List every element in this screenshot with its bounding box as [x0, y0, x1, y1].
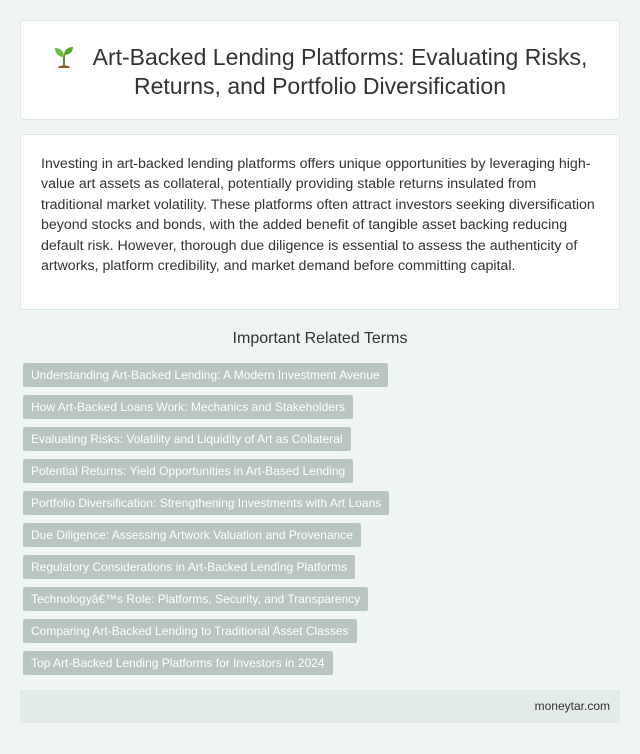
related-terms-heading: Important Related Terms [232, 330, 408, 347]
related-term-link[interactable]: Portfolio Diversification: Strengthening Investments with Art Loans [23, 491, 389, 515]
footer-site-link[interactable]: moneytar.com [534, 699, 610, 713]
sprout-icon [53, 44, 75, 68]
footer [20, 690, 620, 723]
intro-paragraph: Investing in art-backed lending platforms offers unique opportunities by leveraging high-value art assets as collateral, potentially providing stable returns insulated from traditional market volatility. These platforms often attract investors seeking diversification beyond stocks and bonds, with the added benefit of tangible asset backing reducing default risk. However, thorough due diligence is essential to assess the authenticity of artworks, platform credibility, and market demand before committing capital. [41, 156, 595, 275]
related-terms-list [23, 363, 623, 683]
related-term-link[interactable]: Top Art-Backed Lending Platforms for Investors in 2024 [23, 651, 333, 675]
related-term-link[interactable]: Potential Returns: Yield Opportunities in Art-Based Lending [23, 459, 353, 483]
title-card [20, 20, 620, 120]
related-term-link[interactable]: Understanding Art-Backed Lending: A Modern Investment Avenue [23, 363, 388, 387]
related-term-link[interactable]: Comparing Art-Backed Lending to Traditional Asset Classes [23, 619, 357, 643]
related-term-link[interactable]: Technologyâ€™s Role: Platforms, Security, and Transparency [23, 587, 368, 611]
related-term-link[interactable]: Evaluating Risks: Volatility and Liquidity of Art as Collateral [23, 427, 351, 451]
page-title-text: Art-Backed Lending Platforms: Evaluating Risks, Returns, and Portfolio Diversification [92, 44, 588, 99]
intro-card [20, 134, 620, 310]
related-term-link[interactable]: Due Diligence: Assessing Artwork Valuation and Provenance [23, 523, 361, 547]
related-term-link[interactable]: Regulatory Considerations in Art-Backed Lending Platforms [23, 555, 355, 579]
related-term-link[interactable]: How Art-Backed Loans Work: Mechanics and Stakeholders [23, 395, 353, 419]
page-title [21, 43, 619, 101]
